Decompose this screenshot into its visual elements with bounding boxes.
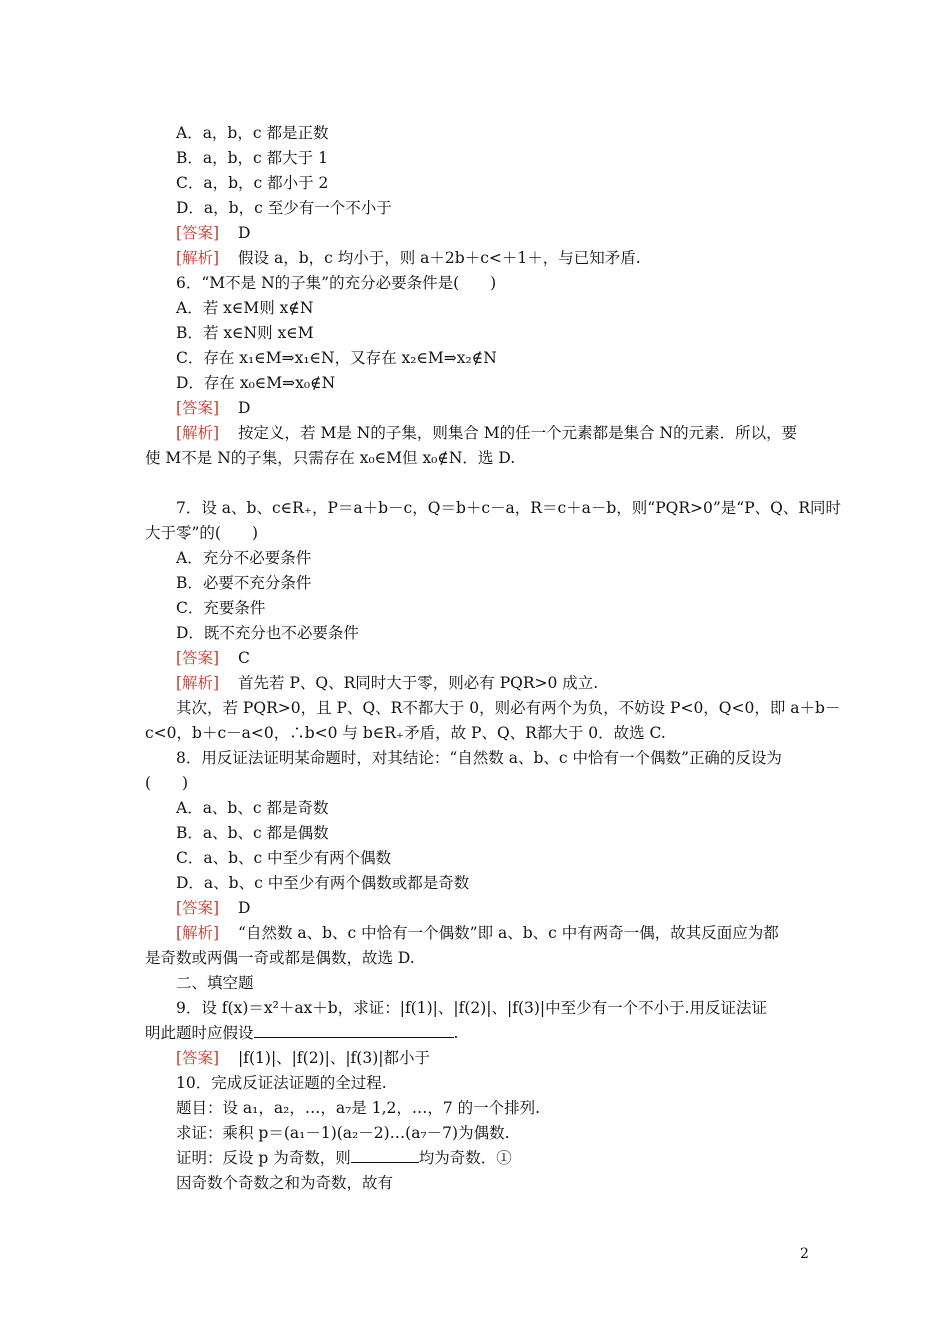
q8-option-d: D．a、b、c 中至少有两个偶数或都是奇数 [176, 874, 470, 892]
proof-text-b: 均为奇数．① [418, 1149, 512, 1167]
q9-stem-text: 明此题时应假设 [145, 1024, 254, 1042]
q6-option-b: B．若 x∈N则 x∈M [176, 324, 314, 342]
q10-topic: 题目：设 a₁，a₂，…，a₇是 1,2，…，7 的一个排列. [176, 1099, 541, 1117]
answer-tag: [答案] [176, 399, 220, 417]
answer-value: C [238, 649, 250, 667]
q8-analysis [176, 923, 841, 943]
answer-value: |f(1)|、|f(2)|、|f(3)|都小于 [238, 1049, 430, 1067]
q6-analysis-cont: 使 M不是 N的子集，只需存在 x₀∈M但 x₀∉N．选 D. [145, 449, 516, 467]
section-heading: 二、填空题 [176, 974, 254, 992]
q10-prove: 求证：乘积 p＝(a₁－1)(a₂－2)…(a₇－7)为偶数. [176, 1124, 510, 1142]
q7-option-b: B．必要不充分条件 [176, 574, 312, 592]
fill-blank[interactable] [351, 1148, 419, 1163]
q6-answer [176, 398, 841, 418]
q10-proof [176, 1148, 841, 1168]
analysis-tag: [解析] [176, 424, 220, 442]
answer-value: D [238, 899, 251, 917]
q10-last: 因奇数个奇数之和为奇数，故有 [176, 1174, 394, 1192]
q7-stem: 7．设 a、b、c∈R₊，P＝a＋b－c，Q＝b＋c－a，R＝c＋a－b，则“PQR>0”是“P、Q、R同时 [176, 499, 842, 517]
q9-stem: 9．设 f(x)＝x²＋ax＋b，求证：|f(1)|、|f(2)|、|f(3)|中至少有一个不小于.用反证法证 [176, 999, 768, 1017]
q7-option-c: C．充要条件 [176, 599, 266, 617]
page-number: 2 [800, 1246, 809, 1262]
q9-stem-cont [145, 1023, 810, 1043]
q8-stem-cont: ( ) [145, 774, 189, 792]
analysis-text: 假设 a，b，c 均小于，则 a＋2b＋c<＋1＋，与已知矛盾. [238, 249, 641, 267]
q7-analysis [176, 673, 841, 693]
q7-answer [176, 648, 841, 668]
answer-value: D [238, 399, 251, 417]
answer-tag: [答案] [176, 224, 220, 242]
q5-option-c: C．a，b，c 都小于 2 [176, 174, 329, 192]
q8-option-b: B．a、b、c 都是偶数 [176, 824, 329, 842]
q8-answer [176, 898, 841, 918]
q7-option-d: D．既不充分也不必要条件 [176, 624, 359, 642]
q6-stem: 6．“M不是 N的子集”的充分必要条件是( ) [176, 274, 497, 292]
q5-option-a: A．a，b，c 都是正数 [176, 124, 329, 142]
q7-stem-cont: 大于零”的( ) [145, 524, 259, 542]
q8-analysis-cont: 是奇数或两偶一奇或都是偶数，故选 D. [145, 949, 415, 967]
answer-tag: [答案] [176, 899, 220, 917]
q5-analysis [176, 248, 841, 268]
analysis-tag: [解析] [176, 249, 220, 267]
q6-option-c: C．存在 x₁∈M⇒x₁∈N，又存在 x₂∈M⇒x₂∉N [176, 349, 497, 367]
answer-value: D [238, 224, 251, 242]
q5-answer [176, 223, 841, 243]
analysis-tag: [解析] [176, 924, 220, 942]
q8-option-a: A．a、b、c 都是奇数 [176, 799, 329, 817]
analysis-text: “自然数 a、b、c 中恰有一个偶数”即 a、b、c 中有两奇一偶，故其反面应为都 [238, 924, 779, 942]
q6-analysis [176, 423, 841, 443]
q9-answer [176, 1048, 841, 1068]
q7-analysis-cont2: c<0，b＋c－a<0，∴b<0 与 b∈R₊矛盾，故 P、Q、R都大于 0．故选 C. [145, 724, 666, 742]
q9-stem-end: . [453, 1024, 459, 1042]
analysis-tag: [解析] [176, 674, 220, 692]
q8-stem: 8．用反证法证明某命题时，对其结论：“自然数 a、b、c 中恰有一个偶数”正确的反设为 [176, 749, 782, 767]
q6-option-a: A．若 x∈M则 x∉N [176, 299, 314, 317]
fill-blank[interactable] [254, 1023, 454, 1038]
q6-option-d: D．存在 x₀∈M⇒x₀∉N [176, 374, 336, 392]
answer-tag: [答案] [176, 649, 220, 667]
analysis-text: 首先若 P、Q、R同时大于零，则必有 PQR>0 成立. [238, 674, 599, 692]
q7-analysis-cont: 其次，若 PQR>0，且 P、Q、R不都大于 0，则必有两个为负，不妨设 P<0，Q<0，即 a＋b－ [176, 699, 841, 717]
answer-tag: [答案] [176, 1049, 220, 1067]
q7-option-a: A．充分不必要条件 [176, 549, 312, 567]
q5-option-b: B．a，b，c 都大于 1 [176, 149, 328, 167]
q10-stem: 10．完成反证法证题的全过程. [176, 1074, 387, 1092]
analysis-text: 按定义，若 M是 N的子集，则集合 M的任一个元素都是集合 N的元素．所以，要 [238, 424, 798, 442]
proof-text-a: 证明：反设 p 为奇数，则 [176, 1149, 351, 1167]
q5-option-d: D．a，b，c 至少有一个不小于 [176, 199, 392, 217]
q8-option-c: C．a、b、c 中至少有两个偶数 [176, 849, 392, 867]
